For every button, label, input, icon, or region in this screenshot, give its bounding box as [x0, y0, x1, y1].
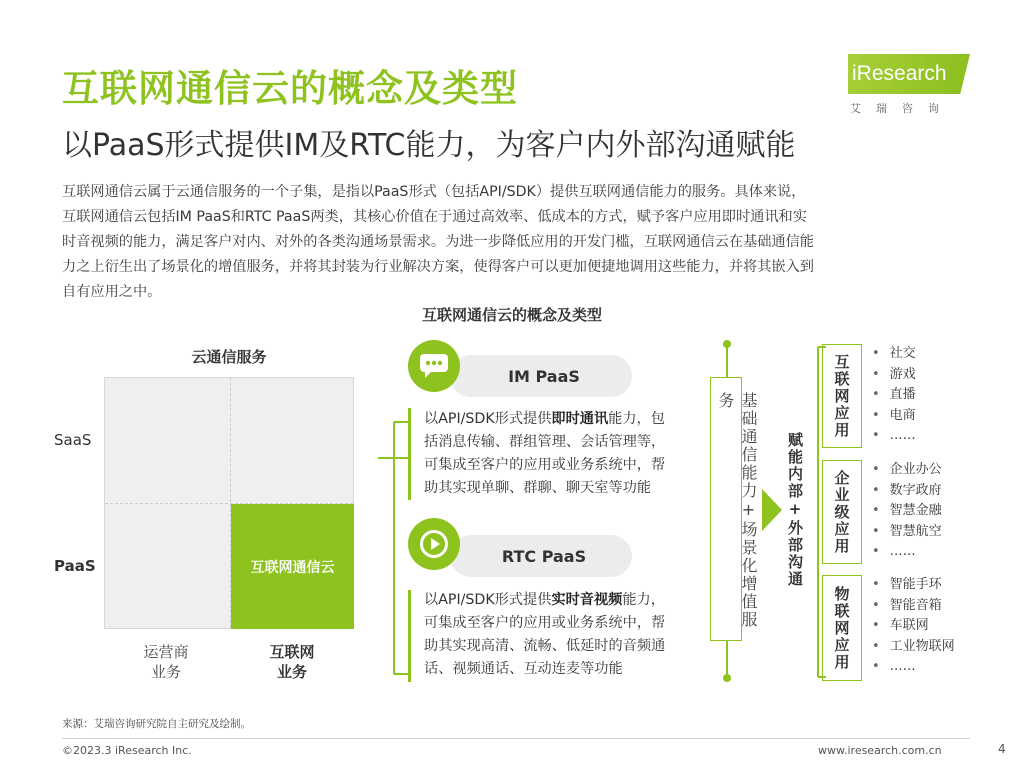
- grid-highlight-cell: 互联网通信云: [231, 504, 354, 629]
- list-item: • ……: [872, 657, 955, 678]
- grid-x-label-line: 互联网: [269, 643, 315, 661]
- iresearch-logo-text: iResearch: [852, 62, 947, 85]
- list-item: • 数字政府: [872, 481, 942, 502]
- im-desc-line: 括消息传输、群组管理、会话管理等，: [424, 434, 666, 450]
- list-item: • 电商: [872, 406, 916, 427]
- im-paas-pill: IM PaaS: [450, 355, 632, 397]
- app-list-internet: [872, 344, 916, 447]
- rtc-desc-lead: 以API/SDK形式提供: [424, 592, 552, 608]
- rtc-desc-line: 可集成至客户的应用或业务系统中，帮: [424, 615, 666, 631]
- diagram-title: 互联网通信云的概念及类型: [421, 306, 602, 324]
- im-desc-keyword: 即时通讯: [551, 411, 609, 427]
- rtc-desc-tail: 能力，: [622, 592, 665, 608]
- footer-copyright: ©2023.3 iResearch Inc.: [62, 744, 192, 757]
- play-icon: [408, 518, 460, 570]
- bracket-connector: [376, 412, 410, 682]
- list-item: • 游戏: [872, 365, 916, 386]
- list-item: • 智能手环: [872, 575, 955, 596]
- grid-y-label-paas: PaaS: [54, 557, 96, 575]
- rtc-desc-line: [424, 589, 665, 612]
- im-desc-line: [424, 408, 665, 431]
- rtc-desc-line: 话、视频通话、互动连麦等功能: [424, 661, 623, 677]
- base-service-box: [710, 377, 758, 641]
- intro-line: 互联网通信云属于云通信服务的一个子集，是指以PaaS形式（包括API/SDK）提供互联网通信能力的服务。具体来说，: [62, 184, 806, 200]
- grid-x-label-internet: [244, 642, 340, 682]
- rtc-desc-line: 助其实现高清、流畅、低延时的音频通: [424, 638, 666, 654]
- im-desc-line: 可集成至客户的应用或业务系统中，帮: [424, 457, 666, 473]
- list-item: • 工业物联网: [872, 637, 955, 658]
- grid-x-label-line: 业务: [276, 663, 307, 681]
- app-category-label: 企业级应用: [832, 469, 851, 555]
- list-item: • ……: [872, 542, 942, 563]
- rtc-paas-description: [424, 589, 665, 681]
- list-item: • ……: [872, 426, 916, 447]
- intro-line: 自有应用之中。: [62, 284, 162, 300]
- page-title: 互联网通信云的概念及类型: [62, 67, 518, 110]
- grid-x-label-operator: [118, 642, 214, 682]
- intro-line: 时音视频的能力，满足客户对内、对外的各类沟通场景需求。为进一步降低应用的开发门槛，互联网通信云在基础通信能: [62, 234, 814, 250]
- chat-bubble-icon: [408, 340, 460, 392]
- app-category-internet: [822, 344, 862, 448]
- app-list-enterprise: [872, 460, 942, 563]
- grid-x-label-line: 运营商: [143, 643, 189, 661]
- im-desc-tail: 能力，包: [608, 411, 665, 427]
- list-item: • 社交: [872, 344, 916, 365]
- empower-text: 赋能内部+外部沟通: [786, 432, 804, 588]
- list-item: • 车联网: [872, 616, 955, 637]
- list-item: • 企业办公: [872, 460, 942, 481]
- list-item: • 直播: [872, 385, 916, 406]
- grid-y-label-saas: SaaS: [54, 431, 92, 449]
- app-list-iot: [872, 575, 955, 678]
- base-service-text: 基础通信能力+场景化增值服务: [716, 392, 758, 629]
- intro-paragraph: [62, 180, 962, 305]
- list-item: • 智能音箱: [872, 596, 955, 617]
- im-desc-lead: 以API/SDK形式提供: [424, 411, 552, 427]
- rtc-paas-pill: RTC PaaS: [450, 535, 632, 577]
- app-category-label: 物联网应用: [832, 585, 851, 671]
- page-number: 4: [998, 742, 1006, 756]
- app-category-iot: [822, 575, 862, 681]
- footer-website[interactable]: www.iresearch.com.cn: [818, 744, 942, 757]
- source-note: 来源：艾瑞咨询研究院自主研究及绘制。: [62, 718, 251, 730]
- intro-line: 互联网通信云包括IM PaaS和RTC PaaS两类，其核心价值在于通过高效率、低成本的方式，赋予客户应用即时通讯和实: [62, 209, 807, 225]
- iresearch-logo-cn: 艾瑞咨询: [850, 102, 954, 115]
- im-paas-description: [424, 408, 665, 500]
- page-subtitle: 以PaaS形式提供IM及RTC能力，为客户内外部沟通赋能: [62, 128, 796, 163]
- intro-line: 力之上衍生出了场景化的增值服务，并将其封装为行业解决方案，使得客户可以更加便捷地调用这些能力，并将其嵌入到: [62, 259, 814, 275]
- list-item: • 智慧金融: [872, 501, 942, 522]
- grid-title: 云通信服务: [191, 348, 267, 366]
- app-category-enterprise: [822, 460, 862, 564]
- right-arrow-icon: [760, 487, 784, 533]
- rtc-desc-accent-bar: [408, 590, 411, 682]
- im-desc-accent-bar: [408, 408, 411, 500]
- im-desc-line: 助其实现单聊、群聊、聊天室等功能: [424, 480, 652, 496]
- list-item: • 智慧航空: [872, 522, 942, 543]
- footer-divider: [62, 738, 970, 739]
- rtc-desc-keyword: 实时音视频: [551, 592, 623, 608]
- app-category-label: 互联网应用: [832, 353, 851, 439]
- grid-x-label-line: 业务: [150, 663, 181, 681]
